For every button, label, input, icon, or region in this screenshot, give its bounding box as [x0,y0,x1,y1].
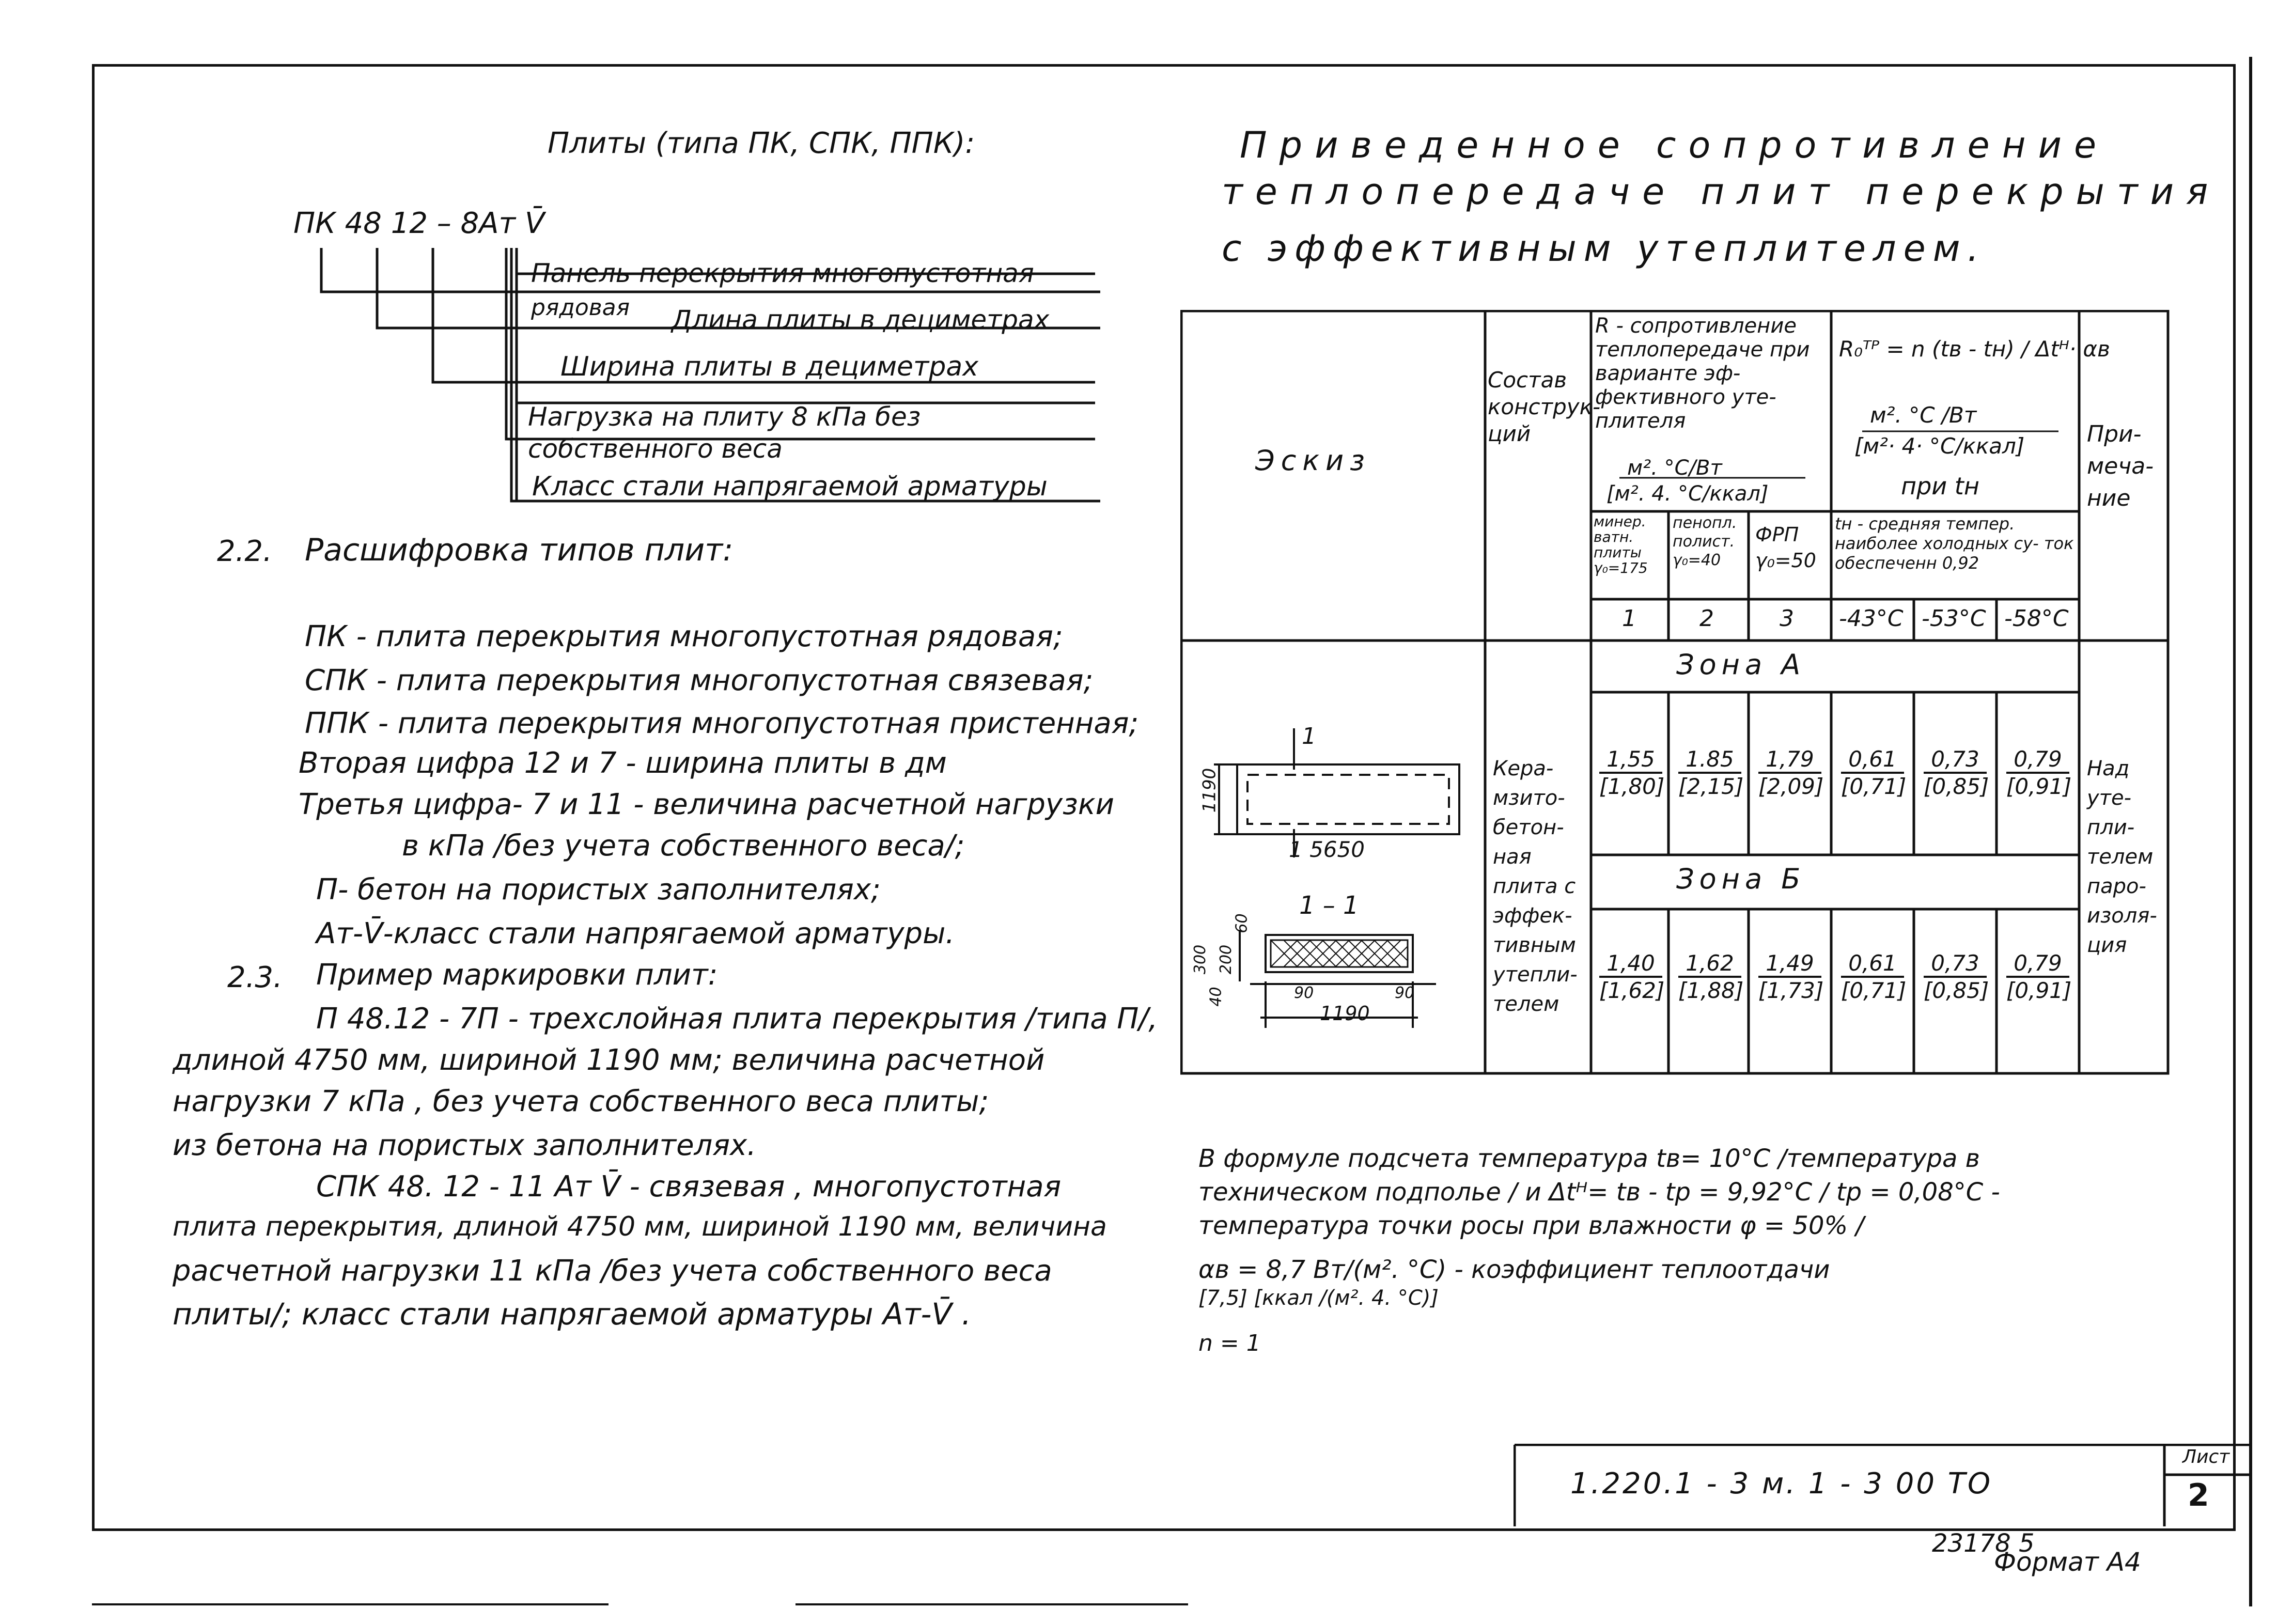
dim-300: 300 [1191,944,1210,975]
col-r-header: R - сопротивление теплопередаче при варианте эф- фективного уте- плителя [1595,314,1810,433]
zone-a-t3: 0,79 [0,91] [2006,746,2072,799]
col-composition-header: Состав конструк- ций [1488,367,1601,446]
zone-a-label: Зона А [1676,648,1806,681]
col-r-units: м². °С/Вт [1627,456,1722,480]
legend-line-7: Класс стали напрягаемой арматуры [532,471,1048,502]
note-cell: Над уте- пли- телем паро- изоля- ция [2087,757,2157,957]
formula-note-1: В формуле подсчета температура tв= 10°С /температура в [1198,1144,1980,1173]
index-t3: -58°С [2004,605,2069,632]
plate-code: ПК 48 12 – 8Aт V̄ [293,207,545,240]
col-rtr-formula: R₀ᵀᴾ = n (tв - tн) / Δtᴴ· αв [1839,336,2110,362]
sec22-line-5: Третья цифра- 7 и 11 - величина расчетной нагрузки [299,788,1115,821]
legend-line-5: Нагрузка на плиту 8 кПа без [528,402,921,432]
dim-200: 200 [1217,944,1236,975]
zone-b-phenolic: 1,49 [1,73] [1758,950,1824,1003]
title-line-3: с эффективным утеплителем. [1222,227,1986,270]
sec22-line-6: в кПа /без учета собственного веса/; [402,829,965,863]
index-1: 1 [1622,605,1636,632]
sec23-line-7: расчетной нагрузки 11 кПа /без учета собственного веса [173,1254,1052,1288]
legend-line-3: Длина плиты в дециметрах [672,305,1050,335]
sec22-line-8: Ат-V̄-класс стали напрягаемой арматуры. [316,917,955,950]
sec23-line-8: плиты/; класс стали напрягаемой арматуры Ат-V̄ . [173,1297,971,1332]
index-t1: -43°С [1839,605,1904,632]
zone-a-t2: 0,73 [0,85] [1924,746,1989,799]
zone-b-t1: 0,61 [0,71] [1841,950,1907,1003]
zone-b-t3: 0,79 [0,91] [2006,950,2072,1003]
sketch-length: 1 5650 [1289,837,1365,862]
sketch-width: 1190 [1199,768,1220,813]
col-rtr-units: м². °С /Вт [1870,402,1977,428]
dim-40: 40 [1207,987,1225,1007]
zone-b-t2: 0,73 [0,85] [1924,950,1989,1003]
formula-note-6: n = 1 [1198,1330,1261,1356]
formula-note-5: [7,5] [ккал /(м². 4. °С)] [1198,1286,1439,1310]
sec22-line-4: Вторая цифра 12 и 7 - ширина плиты в дм [299,746,947,780]
sec23-line-4: из бетона на пористых заполнителях. [173,1129,756,1162]
frame-right-edge [2249,57,2252,1606]
sheet-number: 2 [2188,1477,2209,1513]
zone-a-t1: 0,61 [0,71] [1841,746,1907,799]
format-label: Формат А4 [1994,1547,2141,1577]
legend-line-1: Панель перекрытия многопустотная [531,258,1034,288]
sec23-line-6: плита перекрытия, длиной 4750 мм, шириной 1190 мм, величина [173,1211,1107,1242]
dim-90-left: 90 [1294,984,1314,1002]
section-2-3-number: 2.3. [227,961,283,994]
document-code: 1.220.1 - 3 м. 1 - 3 00 ТО [1570,1467,1993,1501]
bottom-scan-line-2 [795,1603,1188,1605]
zone-b-label: Зона Б [1676,863,1806,895]
section-2-2-title: Расшифровка типов плит: [305,532,734,568]
dim-1190: 1190 [1320,1002,1370,1025]
index-t2: -53°С [1922,605,1986,632]
bottom-scan-line [92,1603,609,1605]
zone-b-mineral: 1,40 [1,62] [1599,950,1665,1003]
zone-a-mineral: 1,55 [1,80] [1599,746,1665,799]
dim-90-right: 90 [1395,984,1415,1002]
formula-note-3: температура точки росы при влажности φ = 50% / [1198,1211,1864,1240]
col-r-units-2: [м². 4. °С/ккал] [1606,482,1769,506]
sub-mineral-wool: минер. ватн. плиты γ₀=175 [1594,513,1648,576]
sec22-line-3: ППК - плита перекрытия многопустотная пристенная; [305,707,1139,740]
sec22-line-7: П- бетон на пористых заполнителях; [316,873,881,907]
sec22-line-1: ПК - плита перекрытия многопустотная рядовая; [305,620,1063,653]
section-2-3-title: Пример маркировки плит: [316,958,718,992]
col-rtr-at: при tн [1901,472,1979,500]
sec23-line-3: нагрузки 7 кПа , без учета собственного веса плиты; [173,1085,989,1118]
sketch-section-label: 1 – 1 [1299,891,1359,920]
index-3: 3 [1780,605,1794,632]
title-line-2: теплопередаче плит перекрытия [1222,170,2221,213]
section-2-2-number: 2.2. [217,535,272,568]
sub-polystyrene: пенопл. полист. γ₀=40 [1673,514,1737,569]
col-rtr-units-2: [м²· 4· °С/ккал] [1854,433,2025,459]
col-sketch-header: Эскиз [1255,444,1371,477]
col-note-header: При- меча- ние [2087,421,2154,511]
formula-note-4: αв = 8,7 Вт/(м². °С) - коэффициент теплоотдачи [1198,1255,1830,1284]
sub-phenolic: ФРП γ₀=50 [1755,523,1816,572]
sec23-line-5: СПК 48. 12 - 11 Ат V̄ - связевая , многопустотная [316,1170,1062,1204]
formula-note-2: техническом подполье / и Δtᴴ= tв - tр = 9,92°С / tр = 0,08°С - [1198,1178,2000,1207]
zone-b-foam: 1,62 [1,88] [1678,950,1744,1003]
sec23-line-2: длиной 4750 мм, шириной 1190 мм; величина расчетной [173,1043,1045,1077]
archive-number: 23178 5 [1932,1529,2035,1558]
sub-temperature: tн - средняя темпер. наиболее холодных су- ток обеспеченн 0,92 [1835,514,2074,573]
sec23-line-1: П 48.12 - 7П - трехслойная плита перекрытия /типа П/, [316,1002,1158,1036]
legend-line-2: рядовая [531,294,630,321]
plate-sketch [1188,718,1477,1038]
index-2: 2 [1699,605,1714,632]
plates-heading: Плиты (типа ПК, СПК, ППК): [548,127,975,160]
dim-60: 60 [1233,913,1251,933]
sketch-cut-mark: 1 [1302,723,1316,749]
title-line-1: Приведенное сопротивление [1240,124,2109,166]
legend-line-6: собственного веса [528,434,783,464]
sec22-line-2: СПК - плита перекрытия многопустотная связевая; [305,664,1094,697]
zone-a-foam: 1.85 [2,15] [1678,746,1744,799]
legend-line-4: Ширина плиты в дециметрах [560,351,978,382]
composition-cell: Кера- мзито- бетон- ная плита с эффек- тивным утепли- телем [1493,757,1578,1016]
zone-a-phenolic: 1,79 [2,09] [1758,746,1824,799]
sheet-label: Лист [2182,1446,2230,1467]
